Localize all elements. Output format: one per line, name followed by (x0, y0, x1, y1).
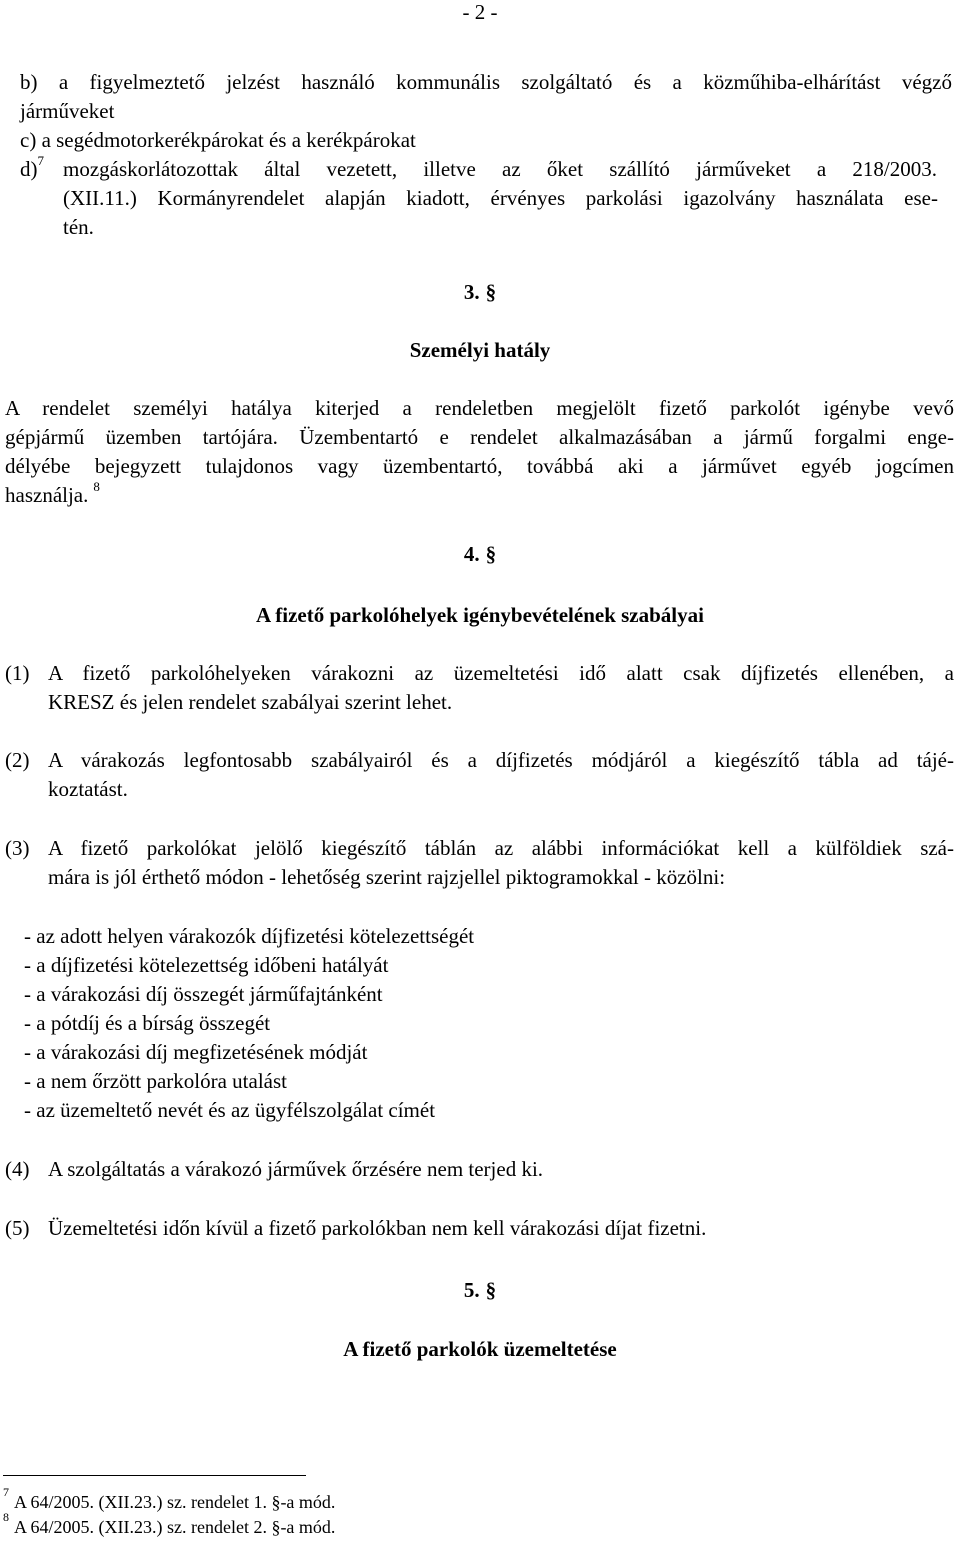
section-3-para-line2: gépjármű üzemben tartójára. Üzembentartó e rendelet alkalmazásában a jármű forgalmi enge- (5, 425, 954, 449)
paragraph-3-line1: A fizető parkolókat jelölő kiegészítő táblán az alábbi információkat kell a külföldiek szá- (48, 836, 954, 860)
section-3-heading (0, 278, 960, 307)
footnote-8-ref: 8 (3, 1510, 9, 1524)
dash-list-item: - az üzemeltető nevét és az ügyfélszolgálat címét (24, 1098, 436, 1122)
paragraph-4-number: (4) (5, 1157, 30, 1181)
list-item-d-line2: (XII.11.) Kormányrendelet alapján kiadott, érvényes parkolási igazolvány használata ese- (63, 186, 938, 210)
section-4-heading (0, 540, 960, 569)
section-symbol: § (485, 542, 497, 566)
list-item-b-line2: járműveket (20, 99, 115, 123)
paragraph-5-number: (5) (5, 1216, 30, 1240)
section-3-para-line3: délyébe bejegyzett tulajdonos vagy üzembentartó, továbbá aki a járművet egyéb jogcímen (5, 454, 954, 478)
section-symbol: § (485, 280, 497, 304)
paragraph-1-line2: KRESZ és jelen rendelet szabályai szerint lehet. (48, 690, 453, 714)
section-4-number: 4. (463, 542, 480, 566)
paragraph-4-text: A szolgáltatás a várakozó járművek őrzésére nem terjed ki. (48, 1157, 544, 1181)
paragraph-2-number: (2) (5, 748, 30, 772)
section-3-para-line1: A rendelet személyi hatálya kiterjed a rendeletben megjelölt fizető parkolót igénybe vevő (5, 396, 954, 420)
footnote-7-ref: 7 (3, 1485, 9, 1499)
section-5-heading (0, 1276, 960, 1305)
list-item-d-label (20, 155, 60, 184)
section-3-title: Személyi hatály (409, 338, 551, 362)
dash-list-item: - a díjfizetési kötelezettség időbeni hatályát (24, 953, 389, 977)
dash-list-item: - a nem őrzött parkolóra utalást (24, 1069, 287, 1093)
footnote-7 (3, 1485, 336, 1514)
dash-list-item: - a pótdíj és a bírság összegét (24, 1011, 271, 1035)
section-symbol: § (485, 1278, 497, 1302)
paragraph-2-line2: koztatást. (48, 777, 128, 801)
footnote-separator (3, 1475, 306, 1476)
dash-list-item: - a várakozási díj megfizetésének módját (24, 1040, 368, 1064)
list-item-d-prefix: d) (20, 157, 38, 181)
section-3-para-line4-text: használja. (5, 483, 89, 507)
footnote-8 (3, 1510, 336, 1539)
paragraph-5-text: Üzemeltetési időn kívül a fizető parkolókban nem kell várakozási díjat fizetni. (48, 1216, 707, 1240)
paragraph-2-line1: A várakozás legfontosabb szabályairól és a díjfizetés módjáról a kiegészítő tábla ad tájé- (48, 748, 954, 772)
footnote-8-text: A 64/2005. (XII.23.) sz. rendelet 2. §-a mód. (14, 1517, 336, 1537)
section-3-para-line4 (5, 481, 100, 510)
footnote-7-text: A 64/2005. (XII.23.) sz. rendelet 1. §-a mód. (14, 1492, 336, 1512)
paragraph-1-line1: A fizető parkolóhelyeken várakozni az üzemeltetési idő alatt csak díjfizetés ellenében, a (48, 661, 954, 685)
paragraph-3-line2: mára is jól érthető módon - lehetőség szerint rajzjellel piktogramokkal - közölni: (48, 865, 726, 889)
section-5-number: 5. (463, 1278, 480, 1302)
section-3-number: 3. (463, 280, 480, 304)
section-5-title: A fizető parkolók üzemeltetése (343, 1337, 617, 1361)
list-item-c: c) a segédmotorkerékpárokat és a kerékpárokat (20, 128, 416, 152)
list-item-d-line3: tén. (63, 215, 94, 239)
footnote-ref-7: 7 (37, 153, 44, 168)
list-item-d-line1: mozgáskorlátozottak által vezetett, illetve az őket szállító járműveket a 218/2003. (63, 157, 937, 181)
paragraph-3-number: (3) (5, 836, 30, 860)
page-number: - 2 - (462, 0, 498, 24)
dash-list-item: - az adott helyen várakozók díjfizetési kötelezettségét (24, 924, 475, 948)
section-4-title: A fizető parkolóhelyek igénybevételének szabályai (256, 603, 704, 627)
paragraph-1-number: (1) (5, 661, 30, 685)
list-item-b-line1: b) a figyelmeztető jelzést használó kommunális szolgáltató és a közműhiba-elhárítást végző (20, 70, 952, 94)
footnote-ref-8: 8 (93, 479, 100, 494)
dash-list-item: - a várakozási díj összegét járműfajtánként (24, 982, 383, 1006)
